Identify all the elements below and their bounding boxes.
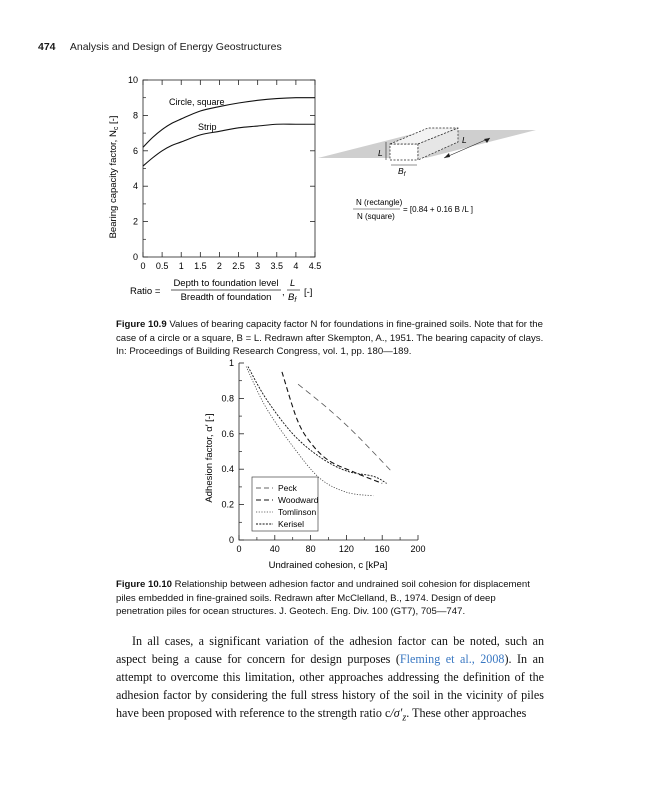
breadth-label-main: B <box>398 166 404 176</box>
foundation-diagram <box>318 128 536 178</box>
fig9-ytick-label: 0 <box>132 252 138 262</box>
fig10-x-axis-label <box>269 560 388 571</box>
fig10-ytick-label: 1 <box>228 358 234 368</box>
fig9-xtick-label: 1.5 <box>194 261 207 271</box>
fig9-xtick-label: 4 <box>293 261 299 271</box>
fig9-xtick-label: 0 <box>140 261 146 271</box>
body-paragraph <box>116 632 544 727</box>
fig9-xtick-label: 4.5 <box>308 261 322 271</box>
caption-9-label: Figure 10.9 <box>116 319 167 330</box>
length-arrowhead-1 <box>444 153 450 158</box>
citation-link[interactable]: Fleming et al., 2008 <box>399 652 505 666</box>
ratio-symbol-den-main: B <box>288 292 295 303</box>
formula-numerator: N (rectangle) <box>356 198 403 207</box>
fig9-ylabel-unit: [-] <box>108 115 119 127</box>
fig10-ytick-label: 0 <box>228 535 234 545</box>
fig9-xtick-label: 2.5 <box>232 261 245 271</box>
legend-label-tomlinson: Tomlinson <box>278 507 317 517</box>
fig10-ytick-label: 0.6 <box>221 428 234 439</box>
running-title: Analysis and Design of Energy Geostructures <box>69 41 282 53</box>
legend-label-kerisel: Kerisel <box>278 519 304 529</box>
fig9-ytick-label: 8 <box>132 110 138 121</box>
fig10-xtick-label: 160 <box>374 544 390 554</box>
body-text-part2: ). In an attempt to overcome this limitation, other approaches addressing the definition of the adhesion factor by considering the full stress history of the soil in the vicinity of piles have been proposed with reference to the strength ratio c <box>116 652 545 720</box>
fig9-ytick-label: 2 <box>132 216 138 227</box>
fig9-series-strip <box>143 124 315 166</box>
caption-10-label: Figure 10.10 <box>116 579 172 590</box>
fig10-xlabel-main: Undrained cohesion, c [kPa] <box>268 560 388 571</box>
ratio-symbol-den-sub: f <box>294 297 297 304</box>
legend-label-peck: Peck <box>278 483 297 493</box>
fig10-ytick-label: 0.2 <box>221 499 234 510</box>
fig9-xtick-label: 0.5 <box>155 261 169 271</box>
fig9-xtick-label: 2 <box>216 261 222 271</box>
fig9-curves <box>143 98 315 166</box>
fig9-ytick-label: 4 <box>132 181 138 192</box>
figure-10-9-caption <box>116 318 544 359</box>
breadth-label-Bf <box>398 166 407 178</box>
fig9-ytick-label: 10 <box>127 75 138 85</box>
figure-10-10 <box>0 356 648 576</box>
strength-ratio-denominator: $/\sigma'_z$ <box>390 706 407 724</box>
fig10-y-axis-label: Adhesion factor, α′ [-] <box>204 413 215 503</box>
fig9-ytick-label: 6 <box>132 145 138 156</box>
fig9-curve-label-strip: Strip <box>198 122 217 132</box>
fig10-legend <box>252 477 319 531</box>
legend-label-woodward: Woodward <box>278 495 319 505</box>
fig10-xtick-label: 0 <box>236 544 242 554</box>
fig10-ytick-label: 0.8 <box>221 393 234 404</box>
formula-rhs: = [0.84 + 0.16 B /L ] <box>403 205 473 214</box>
foundation-block-front <box>390 144 418 160</box>
caption-10-text: Relationship between adhesion factor and undrained soil cohesion for displacement piles embedded in fine-grained soils. Redrawn after McClelland, B., 1974. Design of deep penetration piles for ocean structures. J. Geotech. Eng. Div. 100 (GT7), 705—747. <box>116 579 530 618</box>
ratio-denominator: Breadth of foundation <box>180 292 272 303</box>
figure-10-10-caption <box>116 578 544 619</box>
fig10-curves <box>246 367 391 496</box>
fig9-xtick-label: 3.5 <box>270 261 284 271</box>
formula-denominator: N (square) <box>357 212 395 221</box>
ratio-symbol-den <box>288 292 297 304</box>
caption-9-text: Values of bearing capacity factor N for foundations in fine-grained soils. Note that for the case of a circle or a square, B = L. Redrawn after Skempton, A., 1951. The bearing capacity of clays. In: Proceedings of Building Research Congress, vol. 1, pp. 180—189. <box>116 319 544 358</box>
body-text-part1: In all cases, a significant variation of the adhesion factor can be noted, such an aspect being a cause for concern for design purposes ( <box>116 634 544 666</box>
fig9-ylabel-sub: c <box>113 126 120 131</box>
length-label-L: L <box>462 135 467 145</box>
ratio-comma: , <box>282 287 285 298</box>
fig10-series-peck <box>298 384 391 471</box>
fig10-series-woodward <box>282 372 382 484</box>
ratio-label: Ratio = <box>130 286 161 297</box>
fig10-series-kerisel <box>248 367 387 484</box>
fig9-curve-label-circle: Circle, square <box>169 97 225 107</box>
ratio-numerator: Depth to foundation level <box>173 278 279 289</box>
page-header <box>38 41 282 53</box>
depth-label-L: L <box>378 148 383 158</box>
fig9-xtick-label: 3 <box>255 261 261 271</box>
fig10-series-tomlinson <box>246 367 373 496</box>
fig10-xtick-label: 40 <box>269 544 280 554</box>
breadth-label-sub: f <box>403 171 406 178</box>
page-number: 474 <box>38 41 56 53</box>
fig10-xtick-label: 80 <box>305 544 316 554</box>
ratio-unit: [-] <box>304 287 313 298</box>
body-text-part3: . These other approaches <box>406 706 527 720</box>
fig9-tick-labels <box>128 75 321 271</box>
fig9-xtick-label: 1 <box>178 261 184 271</box>
fig9-ylabel-main: Bearing capacity factor, N <box>108 130 119 239</box>
ratio-symbol-num: L <box>290 278 296 289</box>
fig10-xtick-label: 200 <box>410 544 426 554</box>
fig10-xtick-label: 120 <box>338 544 354 554</box>
fig9-y-axis-label <box>108 116 120 239</box>
fig10-ytick-label: 0.4 <box>221 464 234 475</box>
